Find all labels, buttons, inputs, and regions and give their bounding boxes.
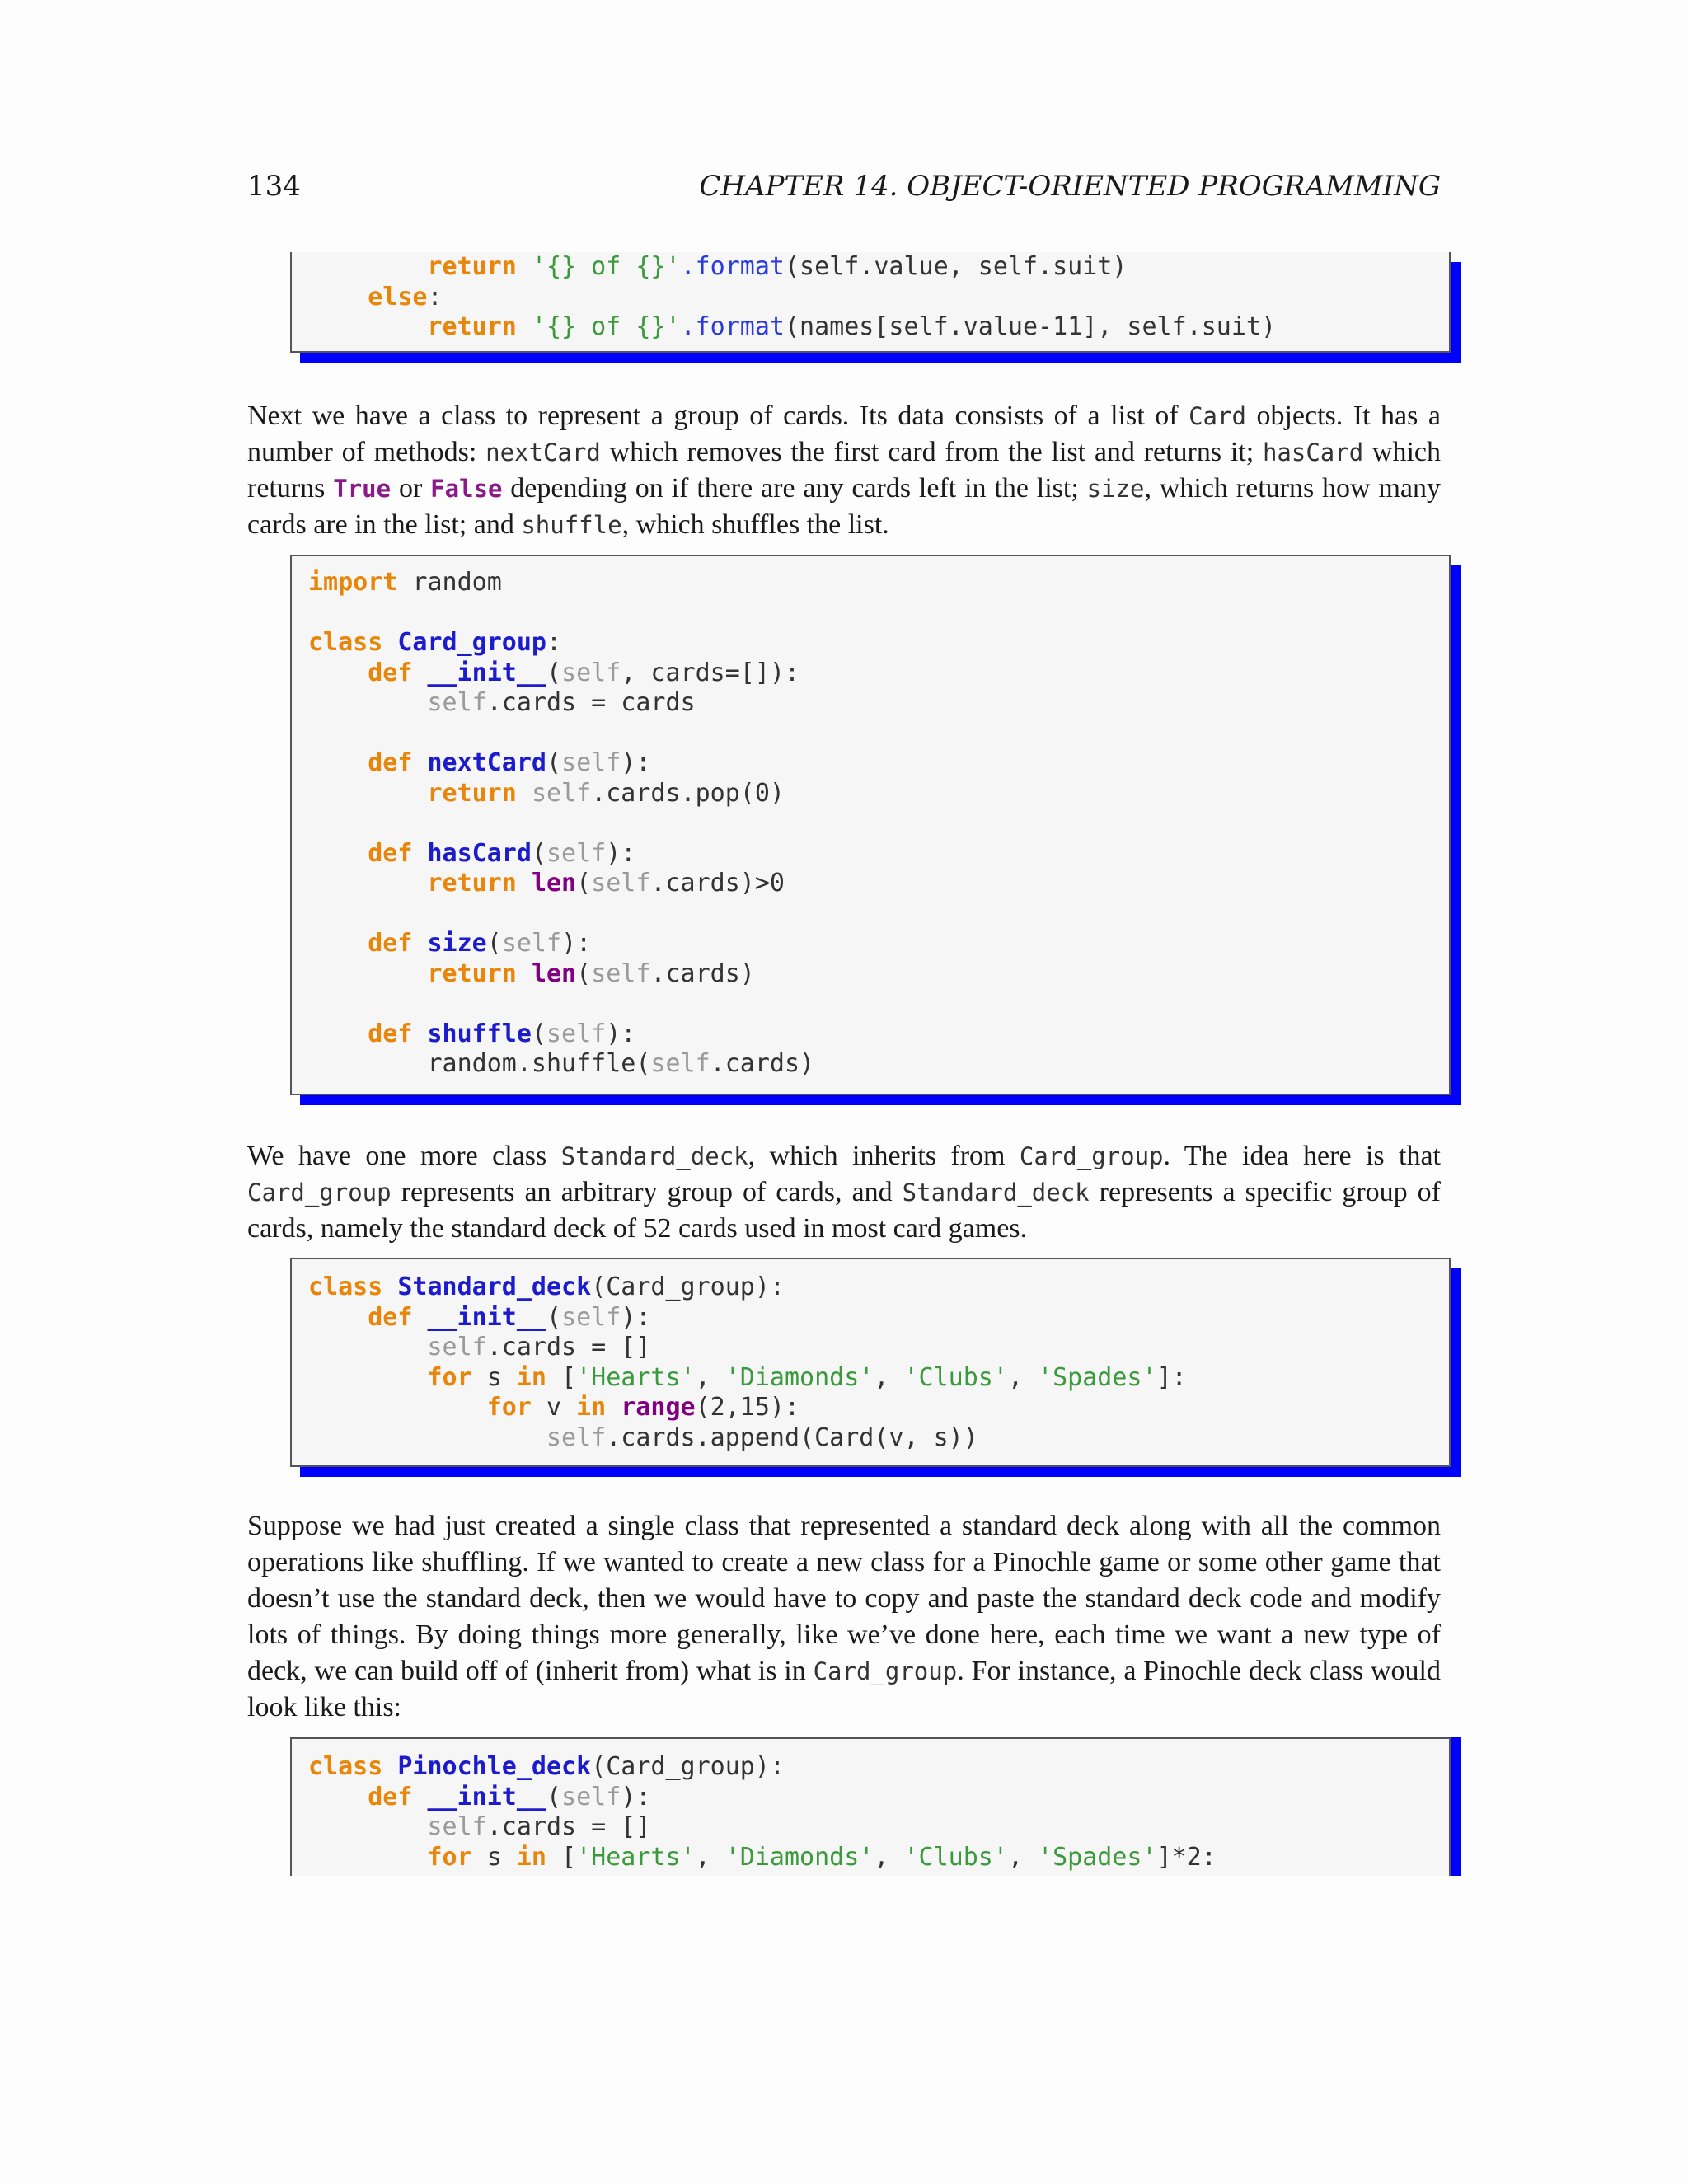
- running-header: [247, 170, 1441, 211]
- code-text: class Standard_deck(Card_group): def __init__(self): self.cards = [] for s in ['Hearts', 'Diamonds', 'Clubs', 'Spades']: for v in range(2,15): self.cards.append(Card(v, s)): [308, 1272, 1187, 1452]
- chapter-title: CHAPTER 14. OBJECT-ORIENTED PROGRAMMING: [699, 170, 1441, 203]
- code-block-card-group: [290, 555, 1451, 1095]
- code-block-card-str: [290, 252, 1451, 353]
- paragraph-standard-deck-intro: We have one more class Standard_deck, which inherits from Card_group. The idea here is that Card_group represents an arbitrary group of cards, and Standard_deck represents a specific group of cards, namely the standard deck of 52 cards used in most card games.: [247, 1141, 1442, 1244]
- code-block-standard-deck: [290, 1258, 1451, 1467]
- code-text: return '{} of {}'.format(self.value, self.suit) else: return '{} of {}'.format(names[self.value-11], self.suit): [368, 252, 1277, 341]
- paragraph-pinochle-motivation: Suppose we had just created a single class that represented a standard deck along with all the common operations like shuffling. If we wanted to create a new class for a Pinochle game or some other game that doesn’t use the standard deck, then we would have to copy and paste the standard deck code and modify lots of things. By doing things more generally, like we’ve done here, each time we want a new type of deck, we can build off of (inherit from) what is in Card_group. For instance, a Pinochle deck class would look like this:: [247, 1511, 1441, 1722]
- code-text: import random class Card_group: def __init__(self, cards=[]): self.cards = cards def nextCard(self): return self.cards.pop(0) def hasCard(self): return len(self.cards)>0 def size(self): return len(self.cards) def shuffle(self): random.shuffle(self.cards): [308, 568, 815, 1078]
- code-text: class Pinochle_deck(Card_group): def __init__(self): self.cards = [] for s in ['Hearts', 'Diamonds', 'Clubs', 'Spades']*2:: [308, 1752, 1217, 1872]
- paragraph-card-group-intro: Next we have a class to represent a group of cards. Its data consists of a list of Card objects. It has a number of methods: nextCard which removes the first card from the list and returns it; hasCard which returns True or False depending on if there are any cards left in the list; size, which returns how many cards are in the list; and shuffle, which shuffles the list.: [247, 401, 1442, 540]
- page-number: 134: [247, 170, 301, 203]
- code-block-pinochle-deck: [290, 1737, 1451, 1876]
